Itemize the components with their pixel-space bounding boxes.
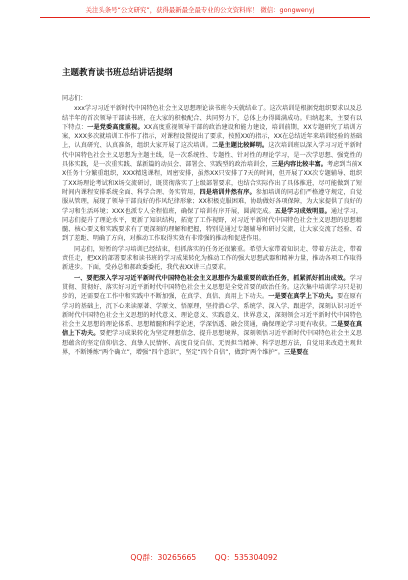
bold-heading-run: 一、要把深入学习习近平新时代中国特色社会主义思想作为最重要的政治任务，抓紧抓好抓出成效。 (74, 274, 350, 282)
text-run: 这次培训班以深入学习习近平新时代中国特色社会主义思想为主题主线，是一次系统性、专题性、针对性的理论学习，是一次学思想、强党性的具体实践，是一次重实践、谋新篇的动员会、部署会、实践型的政治培训会， (62, 142, 362, 169)
body-paragraph (62, 104, 362, 243)
paragraph-list (62, 104, 362, 357)
salutation: 同志们： (62, 95, 87, 102)
document-body (62, 94, 362, 534)
text-run: 考虑到当前XX任务十分繁重组织，XXX精选课程，周密安排，虽然XX只安排了7天的时间，但开展了XX次专题辅导、组织了XX场理论考试和X场交流研讨，既贯彻落实了上级部署要求，也结合实际作出了具体推进，尽可能做到了短时间内课程安排系统全面、科学合理、务实管用， (62, 161, 362, 196)
document-title: 主题教育读书班总结讲话提纲 (62, 68, 173, 78)
header-banner: 关注头条号“公文研究”，获得最新最全最专业的公文资料库！ 微信：gongwenyj (85, 6, 315, 14)
footer-qq: QQ：535304092 (214, 553, 278, 562)
bold-heading-run: 二是要在真信上下功夫。 (62, 321, 362, 338)
footer-contact (0, 552, 408, 563)
body-paragraph (62, 274, 362, 358)
text-run: 通过学习，同志们提升了理论水平，更新了知识结构，拓宽了工作视野，对习近平新时代中国特色社会主义思想的思想精髓、核心要义和实践要求有了更深刻的理解和把握，特别是通过专题辅导和研讨交流，让大家交流了经验、看到了差距、明确了方向，对推动工作取得实效有非常强的推动和促进作用。 (62, 207, 362, 243)
text-run: 参加培训的同志们严格遵守规定，自觉服从管理，展现了领导干部良好的作风纪律形象；XX积极克服困难，协助做好各项保障，为大家提供了良好的学习和生活环境；XXX也派专人全程值班，确保了培训有序开展，圆满完成。 (62, 188, 362, 215)
bold-heading-run: 二是主题比较鲜明。 (212, 142, 269, 150)
bold-heading-run: 一是党委高度重视。 (87, 123, 144, 131)
bold-heading-run: 一是要在真学上下功夫。 (268, 293, 338, 301)
text-run: 学习贯彻、贯彻好、落实好习近平新时代中国特色社会主义思想是全党首要的政治任务。这次集中培训学习只是初步的，还需要在工作中和实践中不断加强，在真学、真信、真用上下功夫。 (62, 274, 362, 301)
text-run: xxx学习习近平新时代中国特色社会主义思想理论读书班今天就结业了。这次培训是根据党组织要求以及总结半年的首次领导干部读书班，在大家的积极配合、共同努力下，总体上办得圆满成功。归纳起来，主要有以下特点： (62, 105, 362, 131)
bold-heading-run: 五是学习成效明显。 (274, 207, 331, 215)
text-run: 要在原有学习的基础上，沉下心来读原著、学原文、悟原理，坚持潜心学、系统学、深入学、跟进学，深刻认识习近平新时代中国特色社会主义思想的时代意义、理论意义、实践意义、世界意义，深刻领会习近平新时代中国特色社会主义思想的理论体系、思想精髓和科学论述，学深悟透、融会贯通，确保理论学习更有收获。 (62, 293, 362, 329)
text-run: XX高度重视领导干部的政治建设和能力建设，培训前期，XX专题研究了培训方案，XXX多次就培训工作作了指示，对课程设置提出了要求，按照XX的指示，XX在总结近年来培训经验的基础上，认真研究、认真准备，组织大家开展了这次培训。 (62, 123, 362, 150)
bold-heading-run: 四是培训井然有序。 (199, 188, 256, 196)
body-paragraph (62, 245, 362, 273)
bold-heading-run: 三是要在 (283, 349, 309, 357)
text-run: 要把学习成果转化为坚定理想信念、提升思想境界，深刻领悟习近平新时代中国特色社会主义思想蕴含的坚定信仰信念、真挚人民情怀、高度自觉自信、无畏担当精神、科学思想方法，自觉用来改造主观世界，不断锤炼“两个确立”，增强“四个意识”，坚定“四个自信”，做到“两个维护”。 (62, 330, 362, 357)
header-divider (40, 17, 370, 18)
bold-heading-run: 三是内容比较丰富。 (271, 161, 327, 169)
text-run: 同志们，短暂的学习培训已经结束，但抓落实的任务还很繁重。希望大家带着知识走、带着方法走，带着责任走，把XX的部署要求和读书班的学习成果转化为推动工作的强大思想武器和精神力量，推动各项工作取得新进步。下面，受孙总和郝政委委托，我代表XX讲三点要求。 (62, 245, 362, 272)
footer-qq-group: QQ群：30265665 (130, 553, 197, 562)
